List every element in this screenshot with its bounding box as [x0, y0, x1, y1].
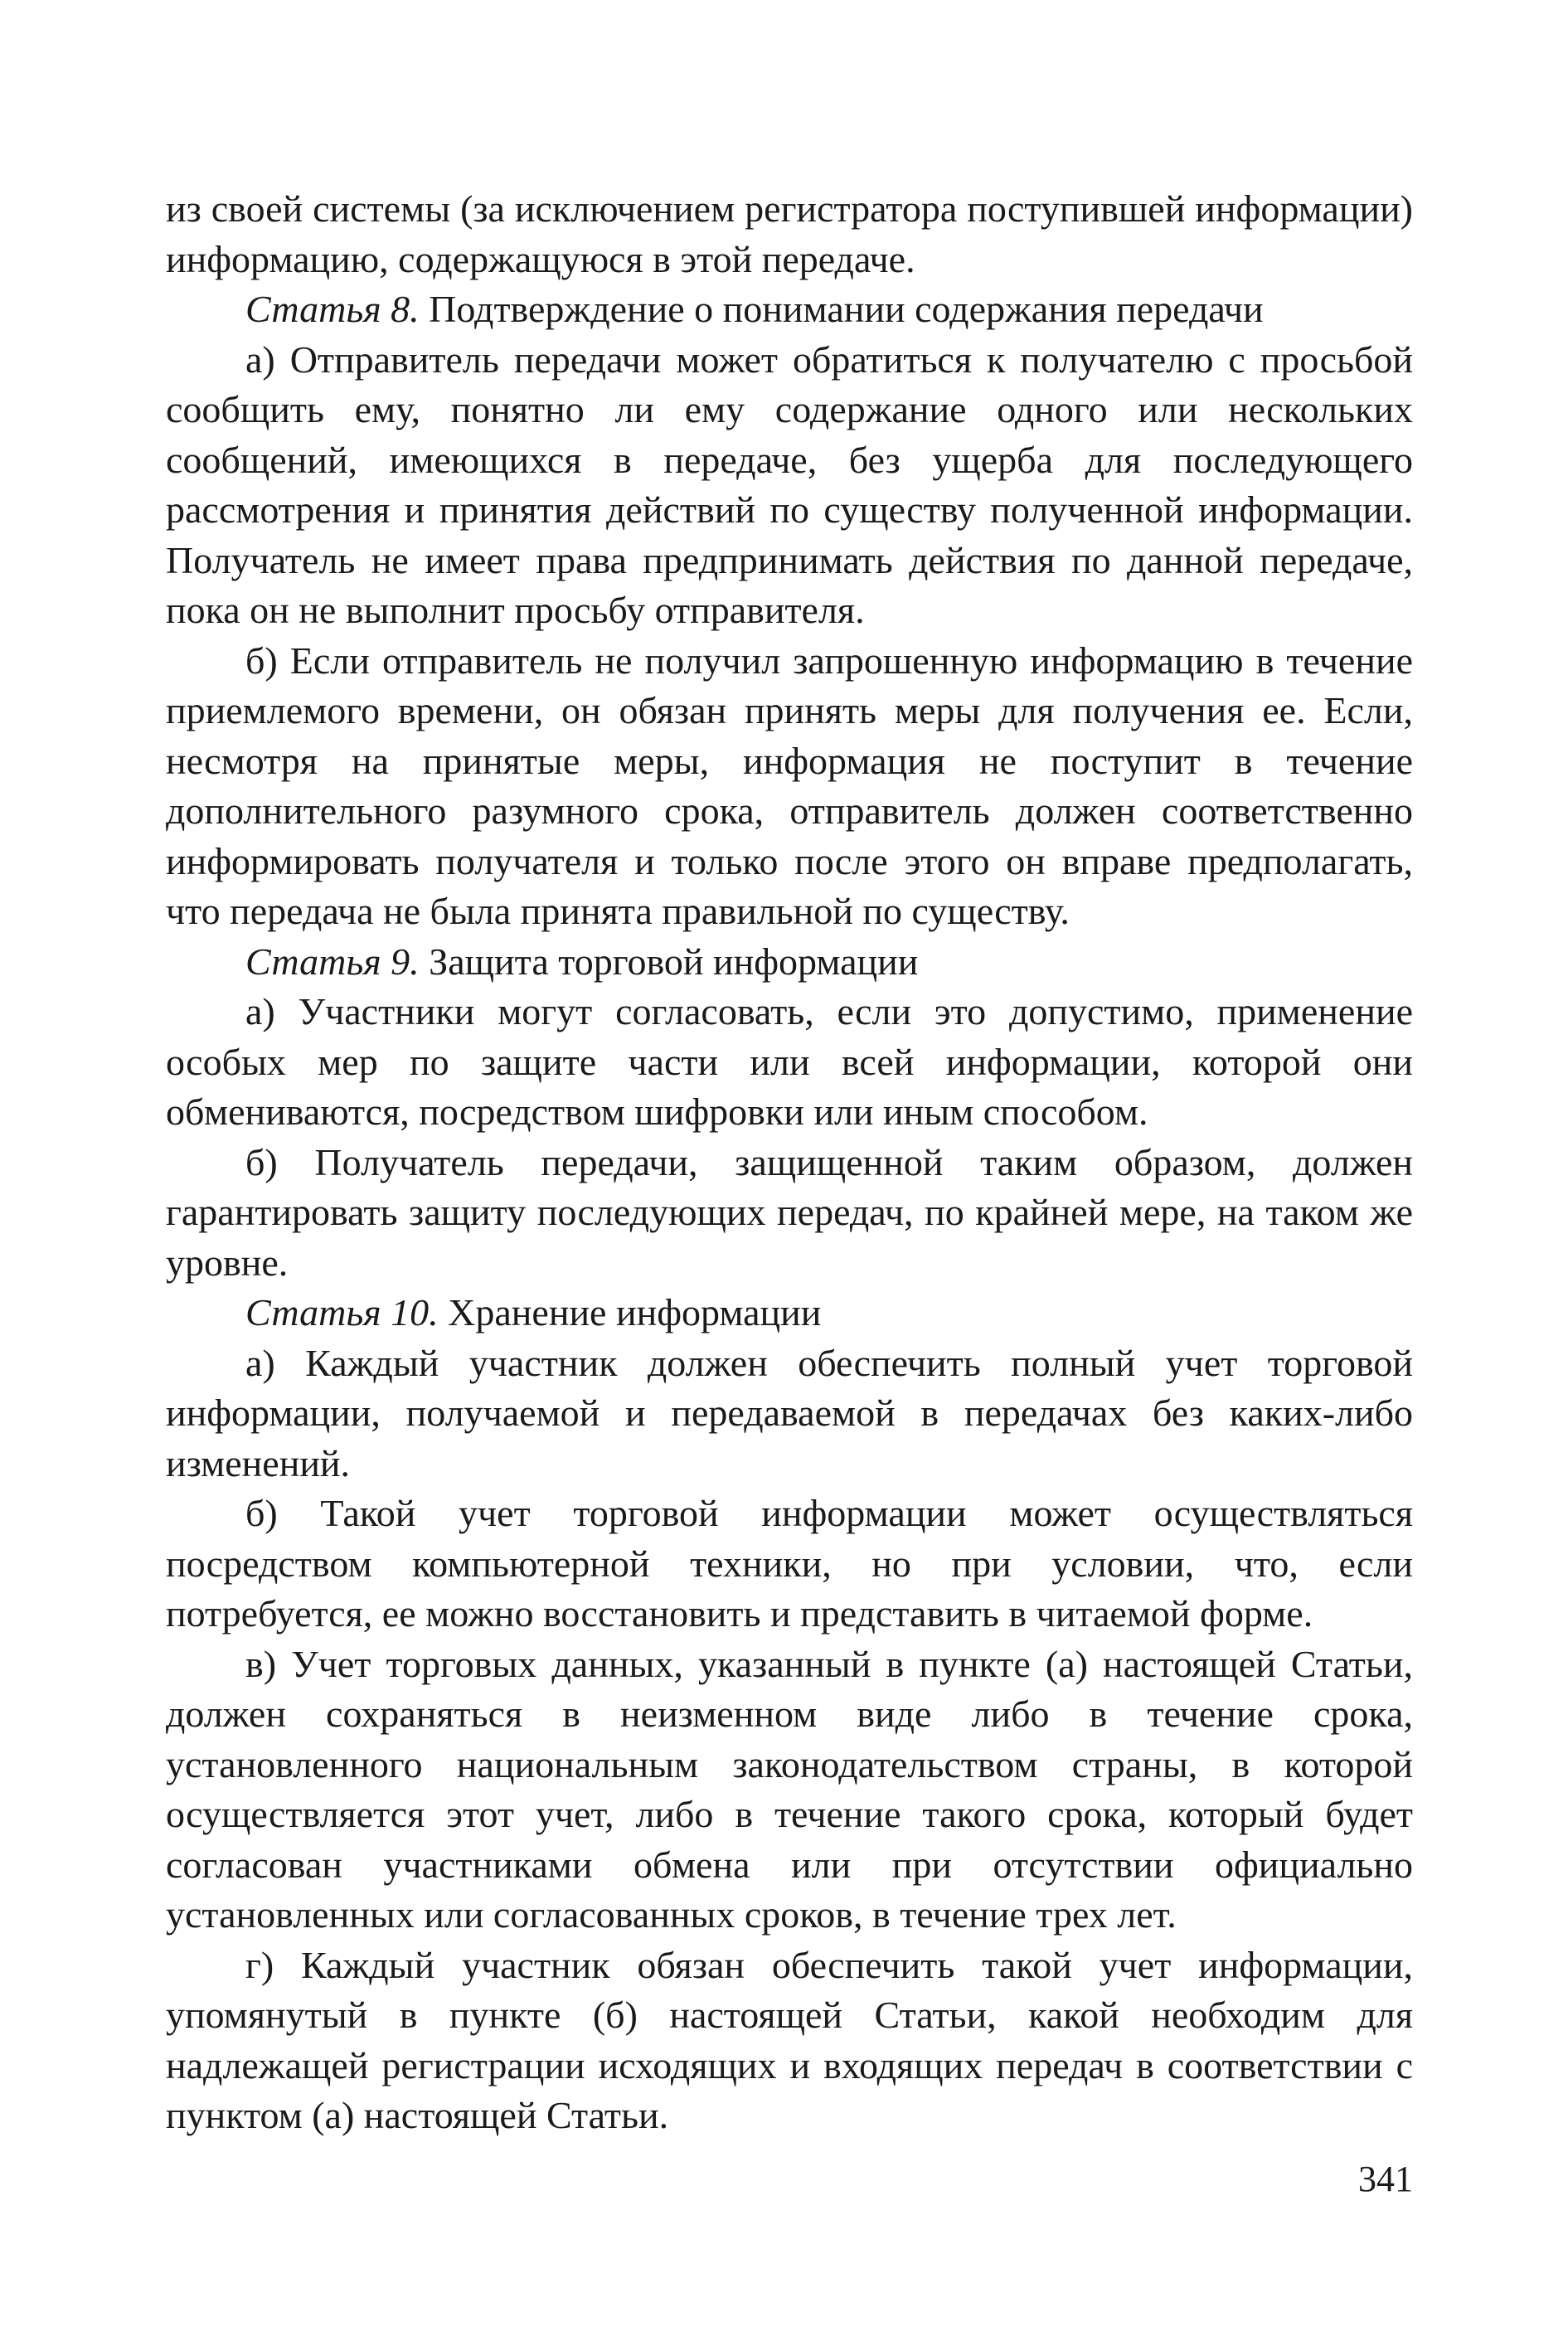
article-9-heading	[166, 937, 1413, 988]
article-9-clause-a: а) Участники могут согласовать, если это допустимо, применение особых мер по защите части или всей информации, которой они обмениваются, посредством шифровки или иным способом.	[166, 990, 1413, 1133]
article-10-label: Статья 10.	[245, 1291, 439, 1333]
article-10-clause-b: б) Такой учет торговой информации может осуществляться посредством компьютерной техники, но при условии, что, если потребуется, ее можно восстановить и представить в читаемой форме.	[166, 1492, 1413, 1635]
article-10-title: Хранение информации	[448, 1291, 822, 1333]
article-10-heading	[166, 1288, 1413, 1338]
article-9-title: Защита торговой информации	[429, 940, 919, 983]
article-8-clause-b: б) Если отправитель не получил запрошенную информацию в течение приемлемого времени, он обязан принять меры для получения ее. Если, несмотря на принятые меры, информация не поступит в течение дополнительного разумного срока, отправитель должен соответственно информировать получателя и только после этого он вправе предполагать, что передача не была принята правильной по существу.	[166, 639, 1413, 932]
article-8-label: Статья 8.	[245, 288, 420, 330]
article-8-clause-a: а) Отправитель передачи может обратиться к получателю с просьбой сообщить ему, понятно ли ему содержание одного или нескольких сообщений, имеющихся в передаче, без ущерба для последующего рассмотрения и принятия действий по существу полученной информации. Получатель не имеет права предпринимать действия по данной передаче, пока он не выполнит просьбу отправителя.	[166, 338, 1413, 631]
article-10-clause-v: в) Учет торговых данных, указанный в пункте (а) настоящей Статьи, должен сохраняться в неизменном виде либо в течение срока, установленного национальным законодательством страны, в которой осуществляется этот учет, либо в течение такого срока, который будет согласован участниками обмена или при отсутствии официально установленных или согласованных сроков, в течение трех лет.	[166, 1642, 1413, 1936]
article-9-label: Статья 9.	[245, 940, 420, 983]
article-10-clause-g: г) Каждый участник обязан обеспечить такой учет информации, упомянутый в пункте (б) настоящей Статьи, какой необходим для надлежащей регистрации исходящих и входящих передач в соответствии с пунктом (а) настоящей Статьи.	[166, 1943, 1413, 2136]
page-number: 341	[1358, 2159, 1413, 2199]
article-10-clause-a: а) Каждый участник должен обеспечить полный учет торговой информации, получаемой и передаваемой в передачах без каких-либо изменений.	[166, 1341, 1413, 1484]
paragraph-continuation: из своей системы (за исключением регистратора поступившей информации) информацию, содержащуюся в этой передаче.	[166, 187, 1413, 280]
article-8-heading	[166, 284, 1413, 335]
article-8-title: Подтверждение о понимании содержания передачи	[429, 288, 1264, 330]
article-9-clause-b: б) Получатель передачи, защищенной таким образом, должен гарантировать защиту последующих передач, по крайней мере, на таком же уровне.	[166, 1140, 1413, 1284]
page-body-text	[166, 184, 1413, 2141]
